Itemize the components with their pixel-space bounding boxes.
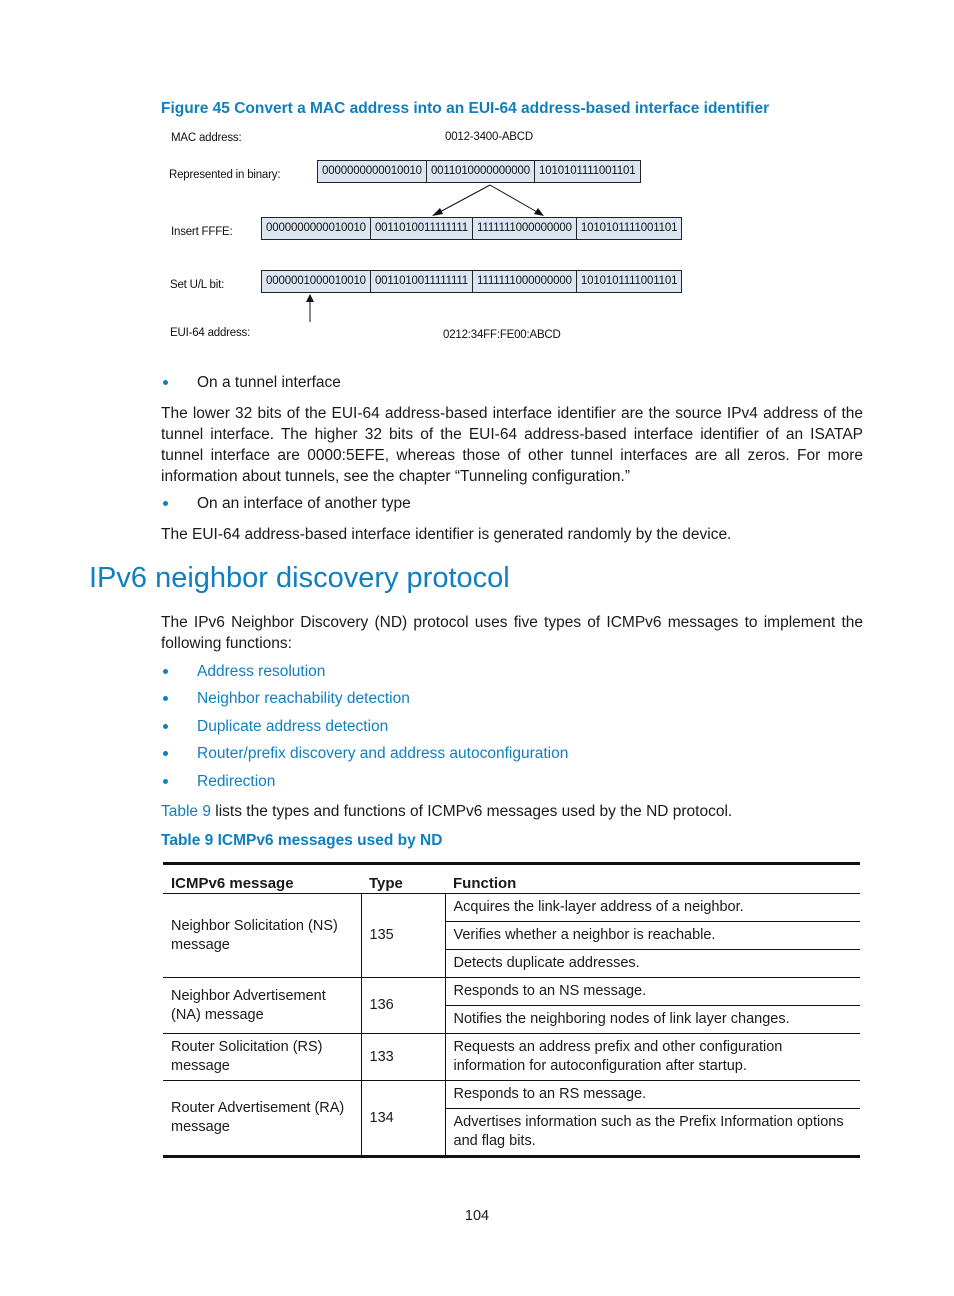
insert-cell: 0011010011111111 <box>370 217 472 240</box>
mac-address-label: MAC address: <box>171 132 242 144</box>
set-ul-cell: 1111111000000000 <box>472 270 576 293</box>
paragraph-tunnel: The lower 32 bits of the EUI-64 address-based interface identifier are the source IPv4 address of the tunnel interface. The higher 32 bits of the EUI-64 address-based interface identifier of an ISATAP tunnel interface are 0000:5EFE, whereas those of other tunnel interfaces are all zeros. For more information about tunnels, see the chapter “Tunneling configuration.” <box>161 405 863 485</box>
set-ul-bit-label: Set U/L bit: <box>170 279 225 291</box>
bullet-icon <box>163 696 168 701</box>
function-cell: Responds to an RS message. <box>445 1081 860 1109</box>
mac-address-value: 0012-3400-ABCD <box>445 131 533 143</box>
function-cell: Responds to an NS message. <box>445 978 860 1006</box>
bullet-icon <box>163 380 168 385</box>
insert-arrows <box>420 183 560 219</box>
function-cell: Requests an address prefix and other configuration information for autoconfiguration after startup. <box>445 1034 860 1081</box>
message-cell: Router Solicitation (RS) message <box>163 1034 361 1081</box>
eui64-value: 0212:34FF:FE00:ABCD <box>443 329 561 341</box>
binary-row <box>317 160 641 183</box>
binary-cell: 0011010000000000 <box>426 160 534 183</box>
binary-cell: 0000000000010010 <box>317 160 426 183</box>
eui64-label: EUI-64 address: <box>170 327 251 339</box>
type-cell: 133 <box>361 1034 445 1081</box>
link-text[interactable]: Router/prefix discovery and address autoconfiguration <box>197 745 569 762</box>
type-cell: 135 <box>361 894 445 978</box>
set-ul-cell: 1010101111001101 <box>576 270 683 293</box>
function-cell: Acquires the link-layer address of a neighbor. <box>445 894 860 922</box>
link-item-router-prefix[interactable] <box>161 743 568 764</box>
bullet-tunnel-interface <box>161 372 341 393</box>
set-ul-cell: 0011010011111111 <box>370 270 472 293</box>
message-cell: Neighbor Advertisement (NA) message <box>163 978 361 1034</box>
bullet-icon <box>163 751 168 756</box>
table-9-link[interactable]: Table 9 <box>161 803 211 820</box>
insert-cell: 1111111000000000 <box>472 217 576 240</box>
type-cell: 136 <box>361 978 445 1034</box>
message-cell: Neighbor Solicitation (NS) message <box>163 894 361 978</box>
link-item-neighbor-reachability[interactable] <box>161 688 410 709</box>
binary-label: Represented in binary: <box>169 169 281 181</box>
figure-title: Figure 45 Convert a MAC address into an EUI-64 address-based interface identifier <box>161 100 770 117</box>
function-cell: Verifies whether a neighbor is reachable. <box>445 922 860 950</box>
set-ul-cell: 0000001000010010 <box>261 270 370 293</box>
insert-cell: 0000000000010010 <box>261 217 370 240</box>
paragraph-nd: The IPv6 Neighbor Discovery (ND) protocol uses five types of ICMPv6 messages to implement the following functions: <box>161 614 863 652</box>
function-cell: Detects duplicate addresses. <box>445 950 860 978</box>
section-heading: IPv6 neighbor discovery protocol <box>89 562 510 594</box>
bullet-text: On an interface of another type <box>197 495 411 512</box>
insert-fffe-label: Insert FFFE: <box>171 226 233 238</box>
table-reference-text: lists the types and functions of ICMPv6 messages used by the ND protocol. <box>210 803 733 820</box>
function-cell: Notifies the neighboring nodes of link layer changes. <box>445 1006 860 1034</box>
link-item-redirection[interactable] <box>161 771 275 792</box>
type-cell: 134 <box>361 1081 445 1157</box>
icmpv6-messages-table <box>163 862 860 1158</box>
header-type: Type <box>361 864 445 894</box>
function-cell: Advertises information such as the Prefix Information options and flag bits. <box>445 1109 860 1157</box>
bullet-icon <box>163 501 168 506</box>
insert-row <box>261 217 682 240</box>
bullet-text: On a tunnel interface <box>197 374 341 391</box>
table-reference-sentence <box>161 801 732 822</box>
bullet-icon <box>163 779 168 784</box>
link-text[interactable]: Duplicate address detection <box>197 718 389 735</box>
bullet-icon <box>163 669 168 674</box>
bullet-other-interface <box>161 493 411 514</box>
header-function: Function <box>445 864 860 894</box>
page-number: 104 <box>464 1208 490 1224</box>
insert-cell: 1010101111001101 <box>576 217 683 240</box>
binary-cell: 1010101111001101 <box>534 160 641 183</box>
link-item-duplicate-address[interactable] <box>161 716 388 737</box>
link-text[interactable]: Address resolution <box>197 663 326 680</box>
table-row <box>163 1081 860 1109</box>
ul-bit-arrow <box>302 294 318 324</box>
message-cell: Router Advertisement (RA) message <box>163 1081 361 1157</box>
link-text[interactable]: Redirection <box>197 773 276 790</box>
table-row <box>163 894 860 922</box>
table-row <box>163 978 860 1006</box>
table-title: Table 9 ICMPv6 messages used by ND <box>161 832 443 849</box>
set-ul-row <box>261 270 682 293</box>
link-text[interactable]: Neighbor reachability detection <box>197 690 410 707</box>
table-header-row <box>163 864 860 894</box>
table-row <box>163 1034 860 1081</box>
link-item-address-resolution[interactable] <box>161 661 325 682</box>
bullet-icon <box>163 724 168 729</box>
paragraph-other: The EUI-64 address-based interface identifier is generated randomly by the device. <box>161 526 732 543</box>
header-message: ICMPv6 message <box>163 864 361 894</box>
